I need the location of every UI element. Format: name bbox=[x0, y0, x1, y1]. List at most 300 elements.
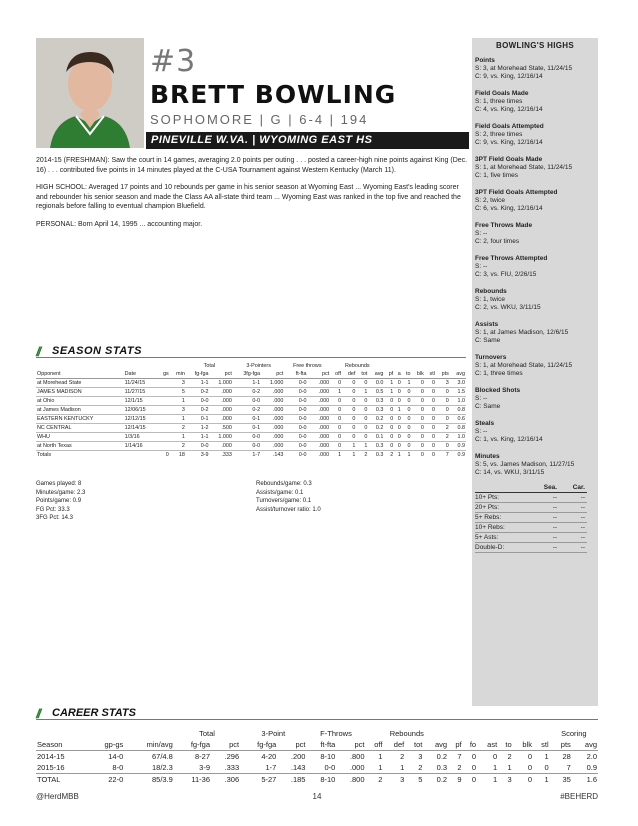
table-cell: 0-0 bbox=[284, 388, 307, 397]
season-stats-header bbox=[36, 344, 466, 358]
table-cell: 1/3/16 bbox=[124, 433, 159, 442]
table-cell: 2 bbox=[457, 763, 462, 772]
table-cell: 0 bbox=[384, 406, 394, 415]
bio-paragraph: HIGH SCHOOL: Averaged 17 points and 10 rebounds per game in his senior season at Wyoming East ... Wyoming East's leading scorer and rebounder his senior season and made the Class AA all-state third team ... Wyoming East was ranked in the top five and reached the regionals before falling to eventual champion Bluefield. bbox=[36, 184, 461, 210]
season-stats-title: SEASON STATS bbox=[52, 345, 142, 357]
player-photo bbox=[36, 38, 144, 148]
table-cell: .000 bbox=[210, 397, 233, 406]
table-cell: 0 bbox=[384, 433, 394, 442]
milestone-value: -- bbox=[559, 493, 587, 503]
table-cell: 11/27/15 bbox=[124, 388, 159, 397]
table-cell: .000 bbox=[261, 388, 284, 397]
table-cell: .000 bbox=[261, 424, 284, 433]
table-cell: 1.000 bbox=[261, 379, 284, 388]
player-name: BRETT BOWLING bbox=[150, 80, 397, 109]
table-cell bbox=[158, 397, 170, 406]
season-col-header: off bbox=[330, 370, 342, 379]
table-cell: 11/24/15 bbox=[124, 379, 159, 388]
page-number: 14 bbox=[312, 792, 322, 801]
high-item-title: 3PT Field Goals Made bbox=[475, 156, 543, 163]
table-row bbox=[36, 406, 466, 415]
group-spacer bbox=[384, 362, 466, 370]
table-cell: .200 bbox=[290, 752, 306, 761]
highs-title: BOWLING'S HIGHS bbox=[496, 41, 574, 50]
high-item bbox=[475, 189, 595, 213]
section-slash-icon: // bbox=[36, 706, 40, 721]
table-cell: 0 bbox=[527, 752, 533, 761]
high-item-line: C: 9, vs. King, 12/16/14 bbox=[475, 73, 543, 80]
table-cell: 0-0 bbox=[284, 415, 307, 424]
table-cell: 0 bbox=[356, 415, 368, 424]
table-cell: 0-0 bbox=[284, 433, 307, 442]
table-cell: 2015-16 bbox=[37, 763, 65, 772]
table-cell: .333 bbox=[210, 451, 233, 460]
high-item-line: S: -- bbox=[475, 230, 488, 237]
season-col-header: fg-fga bbox=[186, 370, 210, 379]
table-cell: .800 bbox=[349, 752, 365, 761]
season-col-header: gs bbox=[158, 370, 170, 379]
season-col-header: Opponent bbox=[36, 370, 124, 379]
high-item-line: S: -- bbox=[475, 428, 488, 435]
table-cell: .000 bbox=[261, 406, 284, 415]
table-cell: 7 bbox=[436, 451, 450, 460]
table-cell: 0.3 bbox=[368, 397, 384, 406]
milestone-row bbox=[475, 533, 587, 543]
high-item-line: C: 2, four times bbox=[475, 238, 520, 245]
high-item-title: Assists bbox=[475, 321, 499, 328]
table-cell: 0 bbox=[158, 451, 170, 460]
table-cell: 0 bbox=[425, 433, 436, 442]
season-col-header: pct bbox=[261, 370, 284, 379]
table-row bbox=[36, 751, 598, 763]
table-cell: 0 bbox=[402, 433, 412, 442]
table-cell: 0 bbox=[402, 415, 412, 424]
high-item bbox=[475, 354, 595, 378]
table-cell: 0-2 bbox=[186, 388, 210, 397]
table-cell: .000 bbox=[308, 451, 331, 460]
table-cell: 0 bbox=[411, 442, 424, 451]
table-cell: 0 bbox=[356, 424, 368, 433]
table-row bbox=[36, 442, 466, 451]
high-item-line: C: Same bbox=[475, 403, 501, 410]
career-col-header: avg bbox=[572, 739, 598, 751]
table-cell: 1 bbox=[170, 415, 186, 424]
season-col-header: avg bbox=[368, 370, 384, 379]
table-cell: 3 bbox=[170, 379, 186, 388]
table-cell: 0-0 bbox=[284, 424, 307, 433]
table-cell: 0.9 bbox=[450, 451, 466, 460]
high-item bbox=[475, 123, 595, 147]
table-row bbox=[36, 424, 466, 433]
table-cell: at Ohio bbox=[36, 397, 124, 406]
high-item-title: Free Throws Made bbox=[475, 222, 533, 229]
table-cell: 0-2 bbox=[186, 406, 210, 415]
table-cell: 0 bbox=[342, 379, 356, 388]
table-cell: 4-20 bbox=[261, 752, 277, 761]
table-cell: 0.9 bbox=[450, 442, 466, 451]
table-cell bbox=[158, 406, 170, 415]
table-cell: .000 bbox=[261, 433, 284, 442]
table-cell: 1 bbox=[378, 763, 383, 772]
table-cell: 0-0 bbox=[186, 397, 210, 406]
table-cell: 12/06/15 bbox=[124, 406, 159, 415]
table-cell: 0-1 bbox=[233, 424, 261, 433]
season-col-header: to bbox=[402, 370, 412, 379]
table-cell: 0 bbox=[493, 752, 498, 761]
high-item-title: Free Throws Attempted bbox=[475, 255, 548, 262]
table-cell: 0 bbox=[544, 763, 549, 772]
table-cell: .296 bbox=[224, 752, 240, 761]
table-cell: .000 bbox=[308, 433, 331, 442]
table-cell: 1 bbox=[330, 388, 342, 397]
table-cell: 0 bbox=[402, 406, 412, 415]
table-cell: 0 bbox=[394, 424, 402, 433]
high-item-line: S: 1, at Morehead State, 11/24/15 bbox=[475, 362, 573, 369]
table-cell: 0 bbox=[425, 397, 436, 406]
summary-line: 3FG Pct: 14.3 bbox=[36, 515, 74, 521]
table-row bbox=[36, 415, 466, 424]
career-col-header: off bbox=[366, 739, 384, 751]
high-item-line: C: 1, three times bbox=[475, 370, 523, 377]
table-cell: 2 bbox=[507, 752, 512, 761]
table-cell: 0 bbox=[463, 774, 478, 786]
table-cell: 0 bbox=[436, 442, 450, 451]
season-col-header: ft-fta bbox=[284, 370, 307, 379]
career-col-header: min/avg bbox=[124, 739, 174, 751]
table-cell: 1 bbox=[507, 763, 512, 772]
season-col-header: def bbox=[342, 370, 356, 379]
group-scoring: Scoring bbox=[561, 729, 587, 738]
milestone-label: 5+ Rebs: bbox=[475, 513, 529, 523]
table-cell: 1 bbox=[394, 451, 402, 460]
table-cell: 0 bbox=[411, 451, 424, 460]
table-cell: 67/4.8 bbox=[151, 752, 173, 761]
table-cell: 0 bbox=[471, 763, 477, 772]
milestone-label: 10+ Pts: bbox=[475, 493, 529, 503]
milestone-row bbox=[475, 543, 587, 553]
section-slash-icon: // bbox=[36, 344, 40, 359]
bio-paragraph: 2014-15 (FRESHMAN): Saw the court in 14 games, averaging 2.0 points per outing . . . posted a career-high nine points against King (Dec. 16) . . . contributed five points in 14 minutes played at the C-USA Tournament against Western Kentucky (March 11). bbox=[36, 157, 468, 174]
milestone-label: 10+ Rebs: bbox=[475, 523, 529, 533]
summary-line: FG Pct: 33.3 bbox=[36, 506, 70, 513]
career-stats-table bbox=[36, 728, 598, 785]
table-cell: 8-10 bbox=[320, 752, 336, 761]
table-cell: 0-0 bbox=[233, 442, 261, 451]
table-cell: 0 bbox=[425, 451, 436, 460]
high-item-title: Rebounds bbox=[475, 288, 507, 295]
table-cell: 1/14/16 bbox=[124, 442, 159, 451]
career-col-header: blk bbox=[513, 739, 533, 751]
table-cell: 1 bbox=[170, 433, 186, 442]
table-cell: 0-0 bbox=[186, 442, 210, 451]
table-cell: 1 bbox=[533, 774, 550, 786]
high-item-line: S: 2, twice bbox=[475, 197, 505, 204]
table-cell: 2.0 bbox=[586, 752, 597, 761]
table-cell: 0 bbox=[356, 397, 368, 406]
table-cell: .185 bbox=[277, 774, 306, 786]
table-cell: 2 bbox=[436, 424, 450, 433]
summary-line: Assists/game: 0.1 bbox=[256, 489, 304, 496]
table-cell: 0 bbox=[342, 433, 356, 442]
table-cell: 7 bbox=[457, 752, 462, 761]
milestone-value: -- bbox=[529, 503, 559, 513]
table-cell: 0 bbox=[411, 424, 424, 433]
group-total: Total bbox=[199, 729, 215, 738]
table-cell: 1 bbox=[402, 379, 412, 388]
season-col-header: pct bbox=[210, 370, 233, 379]
summary-line: Assist/turnover ratio: 1.0 bbox=[256, 506, 321, 513]
table-cell: 0 bbox=[356, 406, 368, 415]
table-row bbox=[36, 762, 598, 774]
table-cell bbox=[158, 433, 170, 442]
summary-right bbox=[256, 480, 321, 514]
high-item-title: Minutes bbox=[475, 453, 500, 460]
group-spacer bbox=[36, 728, 174, 739]
table-cell: 28 bbox=[562, 752, 571, 761]
table-cell: 1-7 bbox=[233, 451, 261, 460]
season-col-header: pct bbox=[308, 370, 331, 379]
table-cell: 1 bbox=[342, 451, 356, 460]
table-cell: Totals bbox=[36, 451, 124, 460]
career-col-header: pct bbox=[336, 739, 365, 751]
high-item bbox=[475, 288, 595, 312]
high-item-title: Points bbox=[475, 57, 495, 64]
table-cell: 0 bbox=[330, 433, 342, 442]
table-cell: 2 bbox=[366, 774, 384, 786]
table-cell: at North Texas bbox=[36, 442, 124, 451]
high-item-line: C: 1, five times bbox=[475, 172, 518, 179]
high-item-title: Field Goals Attempted bbox=[475, 123, 544, 130]
table-cell: 5-27 bbox=[240, 774, 277, 786]
table-cell: 0-0 bbox=[284, 451, 307, 460]
table-cell: 0-2 bbox=[233, 406, 261, 415]
table-cell: 2 bbox=[418, 763, 423, 772]
table-cell: 0 bbox=[425, 415, 436, 424]
table-cell: 18/2.3 bbox=[151, 763, 173, 772]
table-cell: 0 bbox=[330, 406, 342, 415]
table-cell: 0-0 bbox=[284, 379, 307, 388]
milestone-row bbox=[475, 523, 587, 533]
table-cell: 9 bbox=[448, 774, 463, 786]
table-cell: 0 bbox=[394, 388, 402, 397]
table-cell: 1 bbox=[384, 379, 394, 388]
high-item-title: Field Goals Made bbox=[475, 90, 529, 97]
milestone-label: 5+ Asts: bbox=[475, 533, 529, 543]
table-cell: 0 bbox=[394, 379, 402, 388]
season-col-header: stl bbox=[425, 370, 436, 379]
player-bio bbox=[36, 156, 468, 237]
table-cell: 0 bbox=[471, 752, 477, 761]
table-cell: .800 bbox=[336, 774, 365, 786]
table-cell: JAMES MADISON bbox=[36, 388, 124, 397]
table-cell: 0 bbox=[356, 433, 368, 442]
table-cell: 0 bbox=[527, 763, 533, 772]
table-cell: 0.3 bbox=[368, 406, 384, 415]
table-cell: 1.0 bbox=[450, 397, 466, 406]
highs-sidebar bbox=[472, 38, 598, 706]
high-item-line: S: 1, at Morehead State, 11/24/15 bbox=[475, 164, 573, 171]
table-cell: .143 bbox=[290, 763, 306, 772]
career-col-header: pct bbox=[211, 739, 240, 751]
high-item bbox=[475, 90, 595, 114]
career-col-header: fg-fga bbox=[240, 739, 277, 751]
career-col-header: ast bbox=[477, 739, 498, 751]
milestone-value: -- bbox=[559, 523, 587, 533]
career-stats-header bbox=[36, 706, 598, 720]
table-cell: 8-0 bbox=[112, 763, 124, 772]
table-cell: at Morehead State bbox=[36, 379, 124, 388]
table-cell: 8-27 bbox=[195, 752, 211, 761]
high-item bbox=[475, 387, 595, 411]
table-cell: 0.8 bbox=[450, 406, 466, 415]
milestones-blank-header bbox=[475, 484, 529, 493]
high-item-title: Turnovers bbox=[475, 354, 507, 361]
table-cell: 0 bbox=[384, 415, 394, 424]
table-cell: 0 bbox=[436, 388, 450, 397]
group-3pt: 3-Point bbox=[261, 729, 286, 738]
high-item bbox=[475, 453, 595, 477]
high-item bbox=[475, 222, 595, 246]
table-cell: 1.000 bbox=[210, 379, 233, 388]
table-cell: 0 bbox=[384, 424, 394, 433]
milestone-value: -- bbox=[529, 543, 559, 553]
table-cell: 0 bbox=[436, 406, 450, 415]
table-cell: 0 bbox=[411, 397, 424, 406]
career-col-header: pct bbox=[277, 739, 306, 751]
table-cell: 2 bbox=[170, 442, 186, 451]
table-cell: .000 bbox=[308, 397, 331, 406]
table-cell: 12/14/15 bbox=[124, 424, 159, 433]
high-item-title: Blocked Shots bbox=[475, 387, 521, 394]
career-col-header: ft-fta bbox=[306, 739, 336, 751]
table-cell: 1-1 bbox=[186, 379, 210, 388]
table-cell: 0.9 bbox=[586, 763, 597, 772]
table-cell: .000 bbox=[308, 379, 331, 388]
high-item-line: C: 14, vs. WKU, 3/11/15 bbox=[475, 469, 545, 476]
table-cell: 1 bbox=[378, 752, 383, 761]
table-cell: 0 bbox=[402, 424, 412, 433]
table-row bbox=[36, 379, 466, 388]
milestones-table bbox=[475, 484, 587, 553]
table-cell: 0 bbox=[342, 397, 356, 406]
high-item-line: S: 1, three times bbox=[475, 98, 523, 105]
career-col-header: to bbox=[498, 739, 513, 751]
career-col-header: tot bbox=[405, 739, 423, 751]
milestones-header-career: Car. bbox=[559, 484, 587, 493]
table-cell: 0 bbox=[342, 415, 356, 424]
summary-line: Minutes/game: 2.3 bbox=[36, 489, 86, 496]
table-cell: 0 bbox=[356, 379, 368, 388]
table-cell: 1 bbox=[493, 763, 498, 772]
season-col-header: avg bbox=[450, 370, 466, 379]
table-cell: 1 bbox=[384, 388, 394, 397]
table-cell: .000 bbox=[210, 442, 233, 451]
table-cell bbox=[158, 442, 170, 451]
table-cell: 0.3 bbox=[436, 763, 448, 772]
table-cell: 0.2 bbox=[436, 752, 448, 761]
table-cell: 3-9 bbox=[199, 763, 211, 772]
table-cell: .000 bbox=[308, 406, 331, 415]
table-cell: 0 bbox=[394, 397, 402, 406]
table-cell: 0.2 bbox=[368, 415, 384, 424]
milestone-row bbox=[475, 493, 587, 503]
group-total: Total bbox=[203, 363, 216, 369]
career-col-header: Season bbox=[36, 739, 88, 751]
table-cell: 5 bbox=[170, 388, 186, 397]
high-item-title: Steals bbox=[475, 420, 495, 427]
milestone-row bbox=[475, 513, 587, 523]
table-cell: 0.3 bbox=[368, 442, 384, 451]
career-col-header: gp-gs bbox=[88, 739, 124, 751]
table-cell: 3 bbox=[418, 752, 423, 761]
table-cell: 0 bbox=[411, 415, 424, 424]
table-cell: 0 bbox=[411, 406, 424, 415]
table-cell: 0-0 bbox=[233, 433, 261, 442]
table-cell: 0 bbox=[411, 388, 424, 397]
season-col-header: pf bbox=[384, 370, 394, 379]
summary-line: Points/game: 0.9 bbox=[36, 498, 82, 504]
table-cell: .000 bbox=[261, 397, 284, 406]
footer-hashtag: #BEHERD bbox=[560, 792, 598, 801]
career-col-header: stl bbox=[533, 739, 550, 751]
table-cell: 0 bbox=[394, 433, 402, 442]
table-cell: 8-10 bbox=[306, 774, 336, 786]
milestone-value: -- bbox=[529, 493, 559, 503]
table-cell: EASTERN KENTUCKY bbox=[36, 415, 124, 424]
table-cell: 1-1 bbox=[233, 379, 261, 388]
table-cell: .000 bbox=[308, 388, 331, 397]
table-cell: 85/3.9 bbox=[124, 774, 174, 786]
milestone-value: -- bbox=[529, 513, 559, 523]
table-cell: 0 bbox=[330, 379, 342, 388]
table-cell: WHU bbox=[36, 433, 124, 442]
table-cell: 3 bbox=[498, 774, 513, 786]
career-stats-title: CAREER STATS bbox=[52, 707, 136, 719]
table-cell: 3 bbox=[170, 406, 186, 415]
table-cell: 0-0 bbox=[284, 442, 307, 451]
high-item bbox=[475, 321, 595, 345]
table-row bbox=[36, 397, 466, 406]
table-cell: 0.2 bbox=[368, 424, 384, 433]
table-cell: 1-1 bbox=[186, 433, 210, 442]
career-col-header: avg bbox=[423, 739, 448, 751]
high-item-line: S: 5, vs. James Madison, 11/27/15 bbox=[475, 461, 575, 468]
table-cell: NC CENTRAL bbox=[36, 424, 124, 433]
table-cell bbox=[158, 388, 170, 397]
milestone-value: -- bbox=[559, 533, 587, 543]
table-cell: .500 bbox=[210, 424, 233, 433]
table-cell: 0.8 bbox=[450, 424, 466, 433]
group-spacer bbox=[36, 362, 186, 370]
high-item-line: C: 6, vs. King, 12/16/14 bbox=[475, 205, 543, 212]
table-cell bbox=[124, 451, 159, 460]
table-cell: 0 bbox=[513, 774, 533, 786]
table-cell: 3.0 bbox=[450, 379, 466, 388]
milestone-value: -- bbox=[529, 523, 559, 533]
table-cell: 0 bbox=[330, 397, 342, 406]
table-cell: 0 bbox=[330, 415, 342, 424]
table-cell: 0 bbox=[425, 442, 436, 451]
table-cell: 0 bbox=[342, 388, 356, 397]
table-cell: 0 bbox=[425, 424, 436, 433]
table-cell: 1 bbox=[400, 763, 405, 772]
group-rebounds: Rebounds bbox=[345, 363, 370, 369]
table-cell: 3 bbox=[436, 379, 450, 388]
table-cell: .000 bbox=[261, 442, 284, 451]
high-item-title: 3PT Field Goals Attempted bbox=[475, 189, 558, 196]
table-cell bbox=[158, 415, 170, 424]
season-col-header: 3fg-fga bbox=[233, 370, 261, 379]
